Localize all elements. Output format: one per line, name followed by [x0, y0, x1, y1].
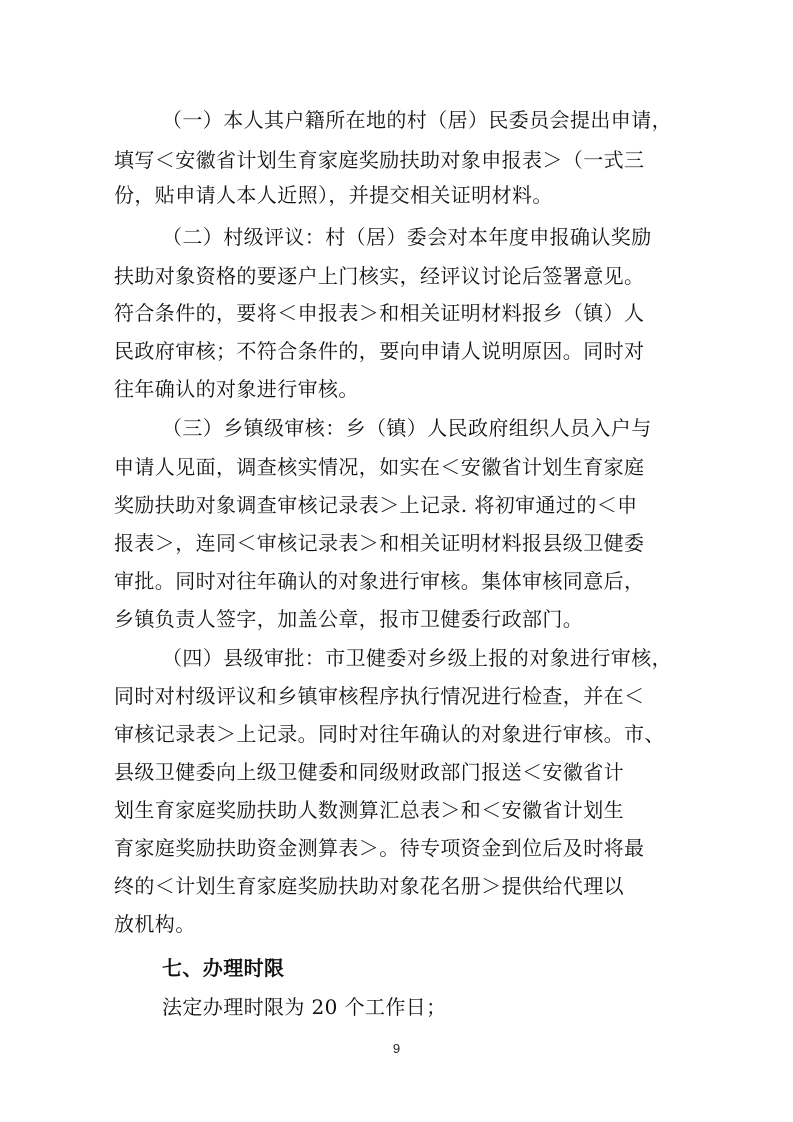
text-line: 民政府审核；不符合条件的，要向申请人说明原因。同时对 [114, 339, 645, 363]
text-line: 同时对村级评议和乡镇审核程序执行情况进行检查，并在＜ [114, 684, 645, 708]
text-line: 审核记录表＞上记录。同时对往年确认的对象进行审核。市、 [114, 722, 665, 746]
text-line: 份，贴申请人本人近照），并提交相关证明材料。 [114, 183, 553, 207]
text-line: 申请人见面，调查核实情况，如实在＜安徽省计划生育家庭 [114, 455, 645, 479]
text-line: 符合条件的，要将＜申报表＞和相关证明材料报乡（镇）人 [114, 301, 645, 325]
text-line: 法定办理时限为 20 个工作日； [162, 995, 447, 1019]
text-line: （二）村级评议：村（居）委会对本年度申报确认奖励 [162, 225, 652, 249]
text-line: 扶助对象资格的要逐户上门核实，经评议讨论后签署意见。 [114, 264, 645, 288]
text-line: 划生育家庭奖励扶助人数测算汇总表＞和＜安徽省计划生 [114, 798, 624, 822]
text-line: （三）乡镇级审核：乡（镇）人民政府组织人员入户与 [162, 416, 652, 440]
text-line: 填写＜安徽省计划生育家庭奖励扶助对象申报表＞（一式三 [114, 148, 645, 172]
text-line: （四）县级审批：市卫健委对乡级上报的对象进行审核， [162, 646, 672, 670]
text-line: （一）本人其户籍所在地的村（居）民委员会提出申请， [162, 108, 672, 132]
text-line: 往年确认的对象进行审核。 [114, 377, 359, 401]
text-line: 报表＞，连同＜审核记录表＞和相关证明材料报县级卫健委 [114, 531, 645, 555]
text-line: 奖励扶助对象调查审核记录表＞上记录. 将初审通过的＜申 [114, 493, 638, 517]
text-line: 放机构。 [114, 912, 196, 936]
section-heading: 七、办理时限 [162, 956, 285, 980]
text-line: 审批。同时对往年确认的对象进行审核。集体审核同意后， [114, 569, 645, 593]
text-line: 育家庭奖励扶助资金测算表＞。待专项资金到位后及时将最 [114, 836, 645, 860]
page-number: 9 [392, 1041, 401, 1056]
text-line: 终的＜计划生育家庭奖励扶助对象花名册＞提供给代理以 [114, 874, 624, 898]
text-line: 县级卫健委向上级卫健委和同级财政部门报送＜安徽省计 [114, 760, 624, 784]
text-line: 乡镇负责人签字，加盖公章，报市卫健委行政部门。 [114, 607, 584, 631]
